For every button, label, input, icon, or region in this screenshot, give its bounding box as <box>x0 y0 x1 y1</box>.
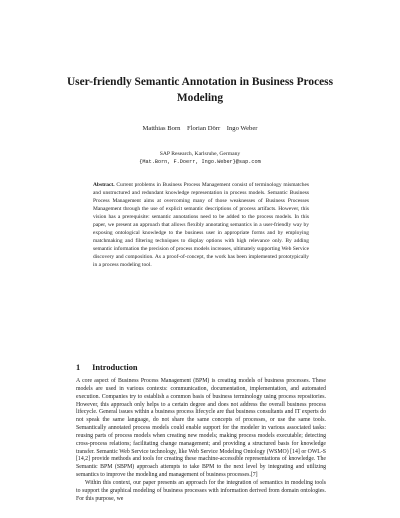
abstract <box>93 181 309 270</box>
abstract-text: Current problems in Business Process Management consist of terminology mismatches and unstructured and redundant knowledge representation in process models. Semantic Business Process Management aims at overcoming many of those weaknesses of Business Processes Management through the use of explicit semantic descriptions of process artifacts. However, this vision has a prerequisite: semantic annotations need to be added to the process models. In this paper, we present an approach that allows flexibly annotating semantics in a user-friendly way by exposing ontological knowledge to the business user in appropriate forms and by employing matchmaking and filtering techniques to display options with high relevance only. By adding semantic information the precision of process models increases, ultimately supporting Web Service discovery and composition. As a proof-of-concept, the work has been implemented prototypically in a process modeling tool. <box>93 182 310 269</box>
section-number: 1 <box>76 363 81 372</box>
affiliation-institution: SAP Research, Karlsruhe, Germany <box>159 151 241 157</box>
introduction-paragraph-1: A core aspect of Business Process Management (BPM) is creating models of business processes. These models are used in various contexts: communication, documentation, implementation, and automated execution. Companies try to establish a common basis of business terminology using process repositories. However, this approach only helps to a certain degree and does not address the overall business process lifecycle. General issues within a business process lifecycle are that business consultants and IT experts do not speak the same language, do not share the same concepts of processes, or use the same tools. Semantically annotated process models could enable support for the modeler in various associated tasks: reusing parts of process models when creating new models; making process models executable; detecting cross-process relations; facilitating change management; and providing a structured basis for knowledge transfer. Semantic Web Service technology, like Web Service Modeling Ontology (WSMO) [14] or OWL-S [14,2] provide methods and tools for creating these machine-accessible representations of knowledge. The Semantic BPM (SBPM) approach attempts to take BPM to the next level by integrating and utilizing semantics to improve the modeling and management of business processes.[7] <box>76 378 326 479</box>
paper-title: User-friendly Semantic Annotation in Business Process Modeling <box>66 76 334 104</box>
affiliation-emails: {Mat.Born, F.Doerr, Ingo.Weber}@sap.com <box>139 158 261 165</box>
introduction-paragraph-2: Within this context, our paper presents an approach for the integration of semantics in modeling tools to support the graphical modeling of business processes with information derived from domain ontologies. For this purpose, we <box>76 479 326 502</box>
section-heading-introduction <box>76 363 336 372</box>
author-list: Matthias Born Florian Dörr Ingo Weber <box>142 125 258 132</box>
section-title: Introduction <box>92 363 138 372</box>
affiliation-block <box>60 151 340 166</box>
introduction-body <box>76 378 326 504</box>
abstract-label: Abstract. <box>93 182 115 188</box>
